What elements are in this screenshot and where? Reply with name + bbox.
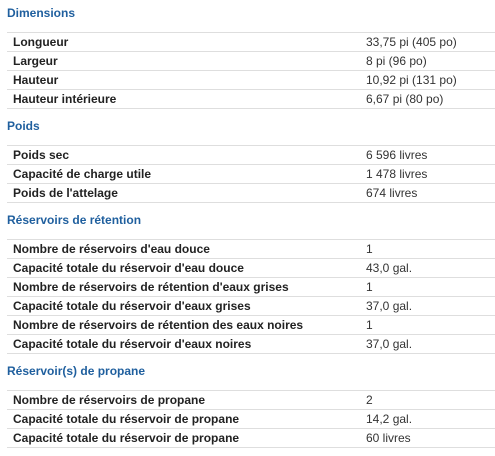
spec-value: 8 pi (96 po) (366, 54, 427, 68)
section-holding-tanks (0, 211, 495, 354)
spec-row (7, 184, 495, 203)
spec-value: 2 (366, 393, 373, 407)
spec-label: Largeur (13, 54, 58, 68)
spec-label: Nombre de réservoirs de rétention d'eaux grises (13, 280, 289, 294)
spec-label: Capacité totale du réservoir d'eau douce (13, 261, 244, 275)
spec-value: 37,0 gal. (366, 299, 413, 313)
spec-label: Poids de l'attelage (13, 186, 118, 200)
spec-value: 60 livres (366, 431, 411, 445)
spec-value: 674 livres (366, 186, 418, 200)
spec-label: Hauteur (13, 73, 59, 87)
section-title: Réservoir(s) de propane (7, 364, 146, 378)
spec-value: 10,92 pi (131 po) (366, 73, 457, 87)
spec-row (7, 33, 495, 52)
spec-label: Capacité totale du réservoir de propane (13, 431, 240, 445)
spec-value: 1 (366, 242, 373, 256)
spec-row (7, 429, 495, 448)
spec-row (7, 335, 495, 354)
spec-value: 14,2 gal. (366, 412, 413, 426)
section-title: Dimensions (7, 6, 76, 20)
spec-value: 37,0 gal. (366, 337, 413, 351)
spec-label: Capacité totale du réservoir d'eaux noires (13, 337, 252, 351)
spec-row (7, 391, 495, 410)
spec-label: Longueur (13, 35, 69, 49)
spec-row (7, 240, 495, 259)
spec-row (7, 90, 495, 109)
spec-label: Poids sec (13, 148, 70, 162)
section-title: Poids (7, 119, 40, 133)
spec-value: 6,67 pi (80 po) (366, 92, 444, 106)
spec-label: Capacité de charge utile (13, 167, 152, 181)
spec-value: 1 (366, 318, 373, 332)
spec-value: 33,75 pi (405 po) (366, 35, 457, 49)
spec-value: 43,0 gal. (366, 261, 413, 275)
spec-table (7, 390, 495, 448)
spec-row (7, 146, 495, 165)
spec-row (7, 52, 495, 71)
spec-table (7, 239, 495, 354)
spec-label: Capacité totale du réservoir de propane (13, 412, 240, 426)
spec-value: 1 478 livres (366, 167, 428, 181)
spec-row (7, 297, 495, 316)
section-propane-tanks (0, 362, 495, 448)
spec-row (7, 278, 495, 297)
spec-table (7, 32, 495, 109)
spec-row (7, 165, 495, 184)
spec-row (7, 71, 495, 90)
spec-row (7, 316, 495, 335)
spec-label: Nombre de réservoirs de propane (13, 393, 206, 407)
spec-label: Capacité totale du réservoir d'eaux grises (13, 299, 251, 313)
spec-value: 1 (366, 280, 373, 294)
section-weight (0, 117, 495, 203)
spec-value: 6 596 livres (366, 148, 428, 162)
spec-row (7, 259, 495, 278)
spec-label: Nombre de réservoirs d'eau douce (13, 242, 210, 256)
spec-label: Hauteur intérieure (13, 92, 117, 106)
spec-table (7, 145, 495, 203)
section-dimensions (0, 4, 495, 109)
spec-row (7, 410, 495, 429)
section-title: Réservoirs de rétention (7, 213, 142, 227)
spec-label: Nombre de réservoirs de rétention des eaux noires (13, 318, 304, 332)
